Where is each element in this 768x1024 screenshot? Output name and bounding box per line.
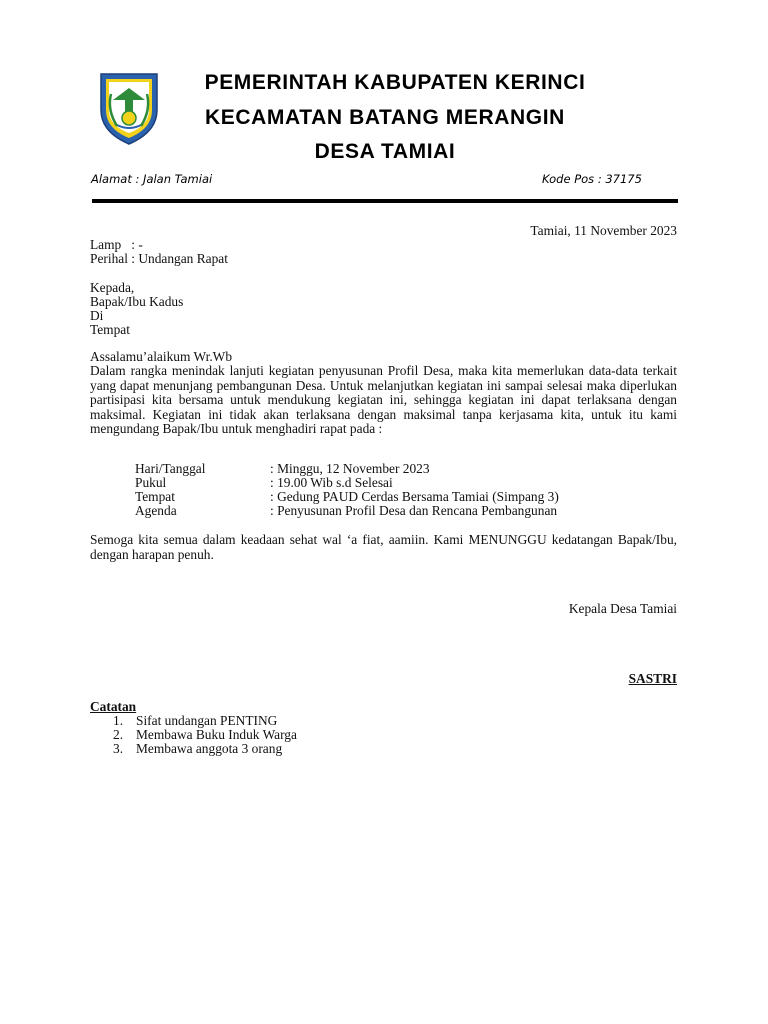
detail-value: : Penyusunan Profil Desa dan Rencana Pembangunan xyxy=(270,503,558,518)
header-village: DESA TAMIAI xyxy=(314,140,456,163)
header-government: PEMERINTAH KABUPATEN KERINCI xyxy=(204,71,586,94)
header-divider xyxy=(92,199,678,203)
list-item-text: Membawa anggota 3 orang xyxy=(136,741,283,756)
list-item-text: Sifat undangan PENTING xyxy=(136,713,278,728)
recipient-line: Kepada, xyxy=(90,280,135,295)
recipient-line: Di xyxy=(90,308,104,323)
detail-value: : 19.00 Wib s.d Selesai xyxy=(270,475,393,490)
signer-name: SASTRI xyxy=(628,671,677,686)
detail-label: Pukul xyxy=(135,475,167,490)
body-paragraph: Dalam rangka menindak lanjuti kegiatan penyusunan Profil Desa, maka kita memerlukan data-data terkait yang dapat menunjang pembangunan Desa. Untuk melanjutkan kegiatan ini sampai selesai maka diperlukan partisipasi kita bersama untuk mendukung kegiatan ini, sehingga kegiatan ini dapat terlaksana dengan maksimal. Kegiatan ini tidak akan terlaksana dengan maksimal tanpa kerjasama kita, untuk itu kami mengundang Bapak/Ibu untuk menghadiri rapat pada : xyxy=(90,363,677,437)
detail-label: Hari/Tanggal xyxy=(135,461,206,476)
recipient-line: Tempat xyxy=(90,322,130,337)
closing-paragraph: Semoga kita semua dalam keadaan sehat wal ‘a fiat, aamiin. Kami MENUNGGU kedatangan Bapak/Ibu, dengan harapan penuh. xyxy=(90,532,677,562)
place-date: Tamiai, 11 November 2023 xyxy=(530,223,677,238)
signer-title: Kepala Desa Tamiai xyxy=(568,601,677,616)
detail-value: : Minggu, 12 November 2023 xyxy=(270,461,430,476)
list-item-number: 3. xyxy=(113,741,124,756)
greeting: Assalamu’alaikum Wr.Wb xyxy=(90,349,233,364)
notes-title: Catatan xyxy=(90,699,137,714)
detail-value: : Gedung PAUD Cerdas Bersama Tamiai (Simpang 3) xyxy=(270,489,559,504)
address: Alamat : Jalan Tamiai xyxy=(91,172,213,186)
attachment-line: Lamp : - xyxy=(90,237,143,252)
detail-label: Tempat xyxy=(135,489,175,504)
list-item xyxy=(113,742,282,757)
list-item-text: Membawa Buku Induk Warga xyxy=(136,727,297,742)
detail-label: Agenda xyxy=(135,503,177,518)
postal-code: Kode Pos : 37175 xyxy=(542,172,642,186)
list-item-number: 1. xyxy=(113,713,124,728)
list-item-number: 2. xyxy=(113,727,124,742)
subject-line: Perihal : Undangan Rapat xyxy=(90,251,228,266)
recipient-line: Bapak/Ibu Kadus xyxy=(90,294,184,309)
header-district: KECAMATAN BATANG MERANGIN xyxy=(205,106,565,129)
